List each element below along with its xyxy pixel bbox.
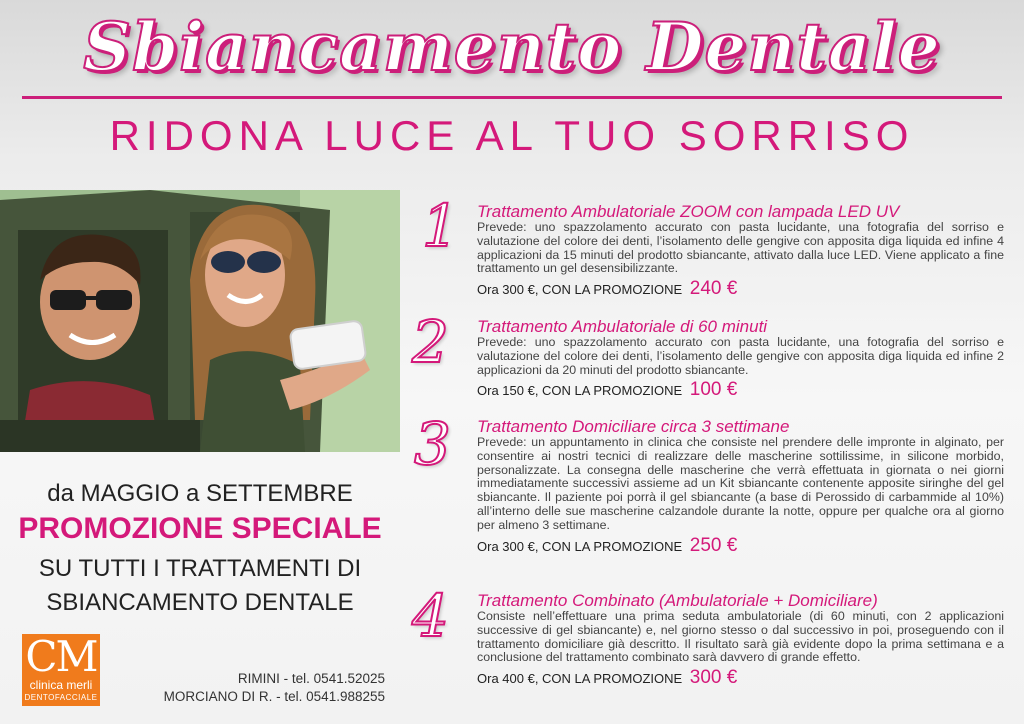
treatment-3-number: 3 bbox=[414, 410, 451, 478]
treatment-4-promo-price: 300 € bbox=[689, 667, 738, 689]
treatment-1-description: Prevede: uno spazzolamento accurato con pasta lucidante, una fotografia del sorriso e valutazione del colore dei denti, l’isolamento delle gengive con apposita diga liquida ed infine 4 applicazioni da 15 minuti del prodotto sbiancante, attivato dalla luce LED. Viene applicato a fine trattamento un gel desensibilizzante. bbox=[477, 220, 1004, 276]
logo-name: clinica merli bbox=[29, 678, 93, 692]
couple-selfie-photo bbox=[0, 190, 400, 452]
treatment-1-promo-price: 240 € bbox=[689, 278, 738, 300]
promo-headline: PROMOZIONE SPECIALE bbox=[18, 512, 382, 545]
clinic-logo bbox=[22, 634, 100, 706]
promo-line-4: SBIANCAMENTO DENTALE bbox=[46, 589, 354, 616]
treatment-2-price-text: Ora 150 €, CON LA PROMOZIONE bbox=[477, 383, 683, 399]
couple-selfie-illustration bbox=[0, 190, 400, 452]
promo-line-3: SU TUTTI I TRATTAMENTI DI bbox=[38, 555, 362, 582]
treatment-4-description: Consiste nell’effettuare una prima seduta ambulatoriale (di 60 minuti, con 2 applicazioni successive di gel sbiancante) e, nel giorno stesso o dal successivo in poi, proseguendo con il trattamento domiciliare già descritto. Il risultato sarà già evidente dopo la prima settimana e a conclusione del trattamento combinato sarà davvero di grande effetto. bbox=[477, 609, 1004, 665]
treatment-2 bbox=[477, 318, 1004, 401]
treatment-2-number: 2 bbox=[412, 308, 449, 376]
treatment-2-price bbox=[477, 379, 1004, 401]
logo-subtitle: DENTOFACCIALE bbox=[24, 693, 98, 702]
page-subtitle: RIDONA LUCE AL TUO SORRISO bbox=[109, 112, 915, 159]
treatment-2-title: Trattamento Ambulatoriale di 60 minuti bbox=[477, 317, 768, 336]
contact-rimini: RIMINI - tel. 0541.52025 bbox=[237, 671, 385, 686]
treatment-3 bbox=[477, 418, 1004, 557]
treatment-1-title: Trattamento Ambulatoriale ZOOM con lampada LED UV bbox=[477, 202, 900, 221]
treatment-3-description: Prevede: un appuntamento in clinica che consiste nel prendere delle impronte in alginato, per consentire ai nostri tecnici di realizzare delle mascherine sottilissime, in silicone morbido, personalizzate. La consegna delle mascherine che verrà effettuata in giornata o nei giorni immediatamente successivi assieme ad un Kit sbiancante contenente apposite siringhe del gel sbiancante. Il paziente poi porrà il gel sbiancante (a base di Perossido di carbammide al 10%) all’interno delle sue mascherine calzandole durante la notte, oppure per qualche ora al giorno per almeno 3 settimane. bbox=[477, 435, 1004, 532]
treatment-1-price bbox=[477, 278, 1004, 300]
logo-mark: CM bbox=[25, 632, 97, 681]
page-title: Sbiancamento Dentale bbox=[83, 8, 941, 86]
treatment-3-promo-price: 250 € bbox=[689, 534, 738, 556]
treatment-1-number: 1 bbox=[422, 192, 459, 260]
treatment-3-title: Trattamento Domiciliare circa 3 settimane bbox=[477, 417, 790, 436]
treatment-1 bbox=[477, 203, 1004, 300]
title-underline bbox=[22, 96, 1002, 99]
treatment-4-number: 4 bbox=[412, 582, 449, 650]
promo-block bbox=[0, 480, 400, 620]
treatment-1-price-text: Ora 300 €, CON LA PROMOZIONE bbox=[477, 282, 683, 298]
treatment-2-promo-price: 100 € bbox=[689, 379, 738, 401]
treatment-3-price-text: Ora 300 €, CON LA PROMOZIONE bbox=[477, 538, 683, 554]
treatment-4-title: Trattamento Combinato (Ambulatoriale + Domiciliare) bbox=[477, 591, 878, 610]
treatment-4-price-text: Ora 400 €, CON LA PROMOZIONE bbox=[477, 671, 683, 687]
contacts bbox=[120, 670, 385, 706]
treatment-4-price bbox=[477, 667, 1004, 689]
contact-morciano: MORCIANO DI R. - tel. 0541.988255 bbox=[163, 689, 385, 704]
treatment-2-description: Prevede: uno spazzolamento accurato con pasta lucidante, una fotografia del sorriso e valutazione del colore dei denti, l’isolamento delle gengive con apposita diga liquida ed infine 2 applicazioni da 20 minuti del prodotto sbiancante. bbox=[477, 335, 1004, 377]
promo-period: da MAGGIO a SETTEMBRE bbox=[47, 480, 353, 507]
treatment-4 bbox=[477, 592, 1004, 689]
treatment-3-price bbox=[477, 535, 1004, 557]
